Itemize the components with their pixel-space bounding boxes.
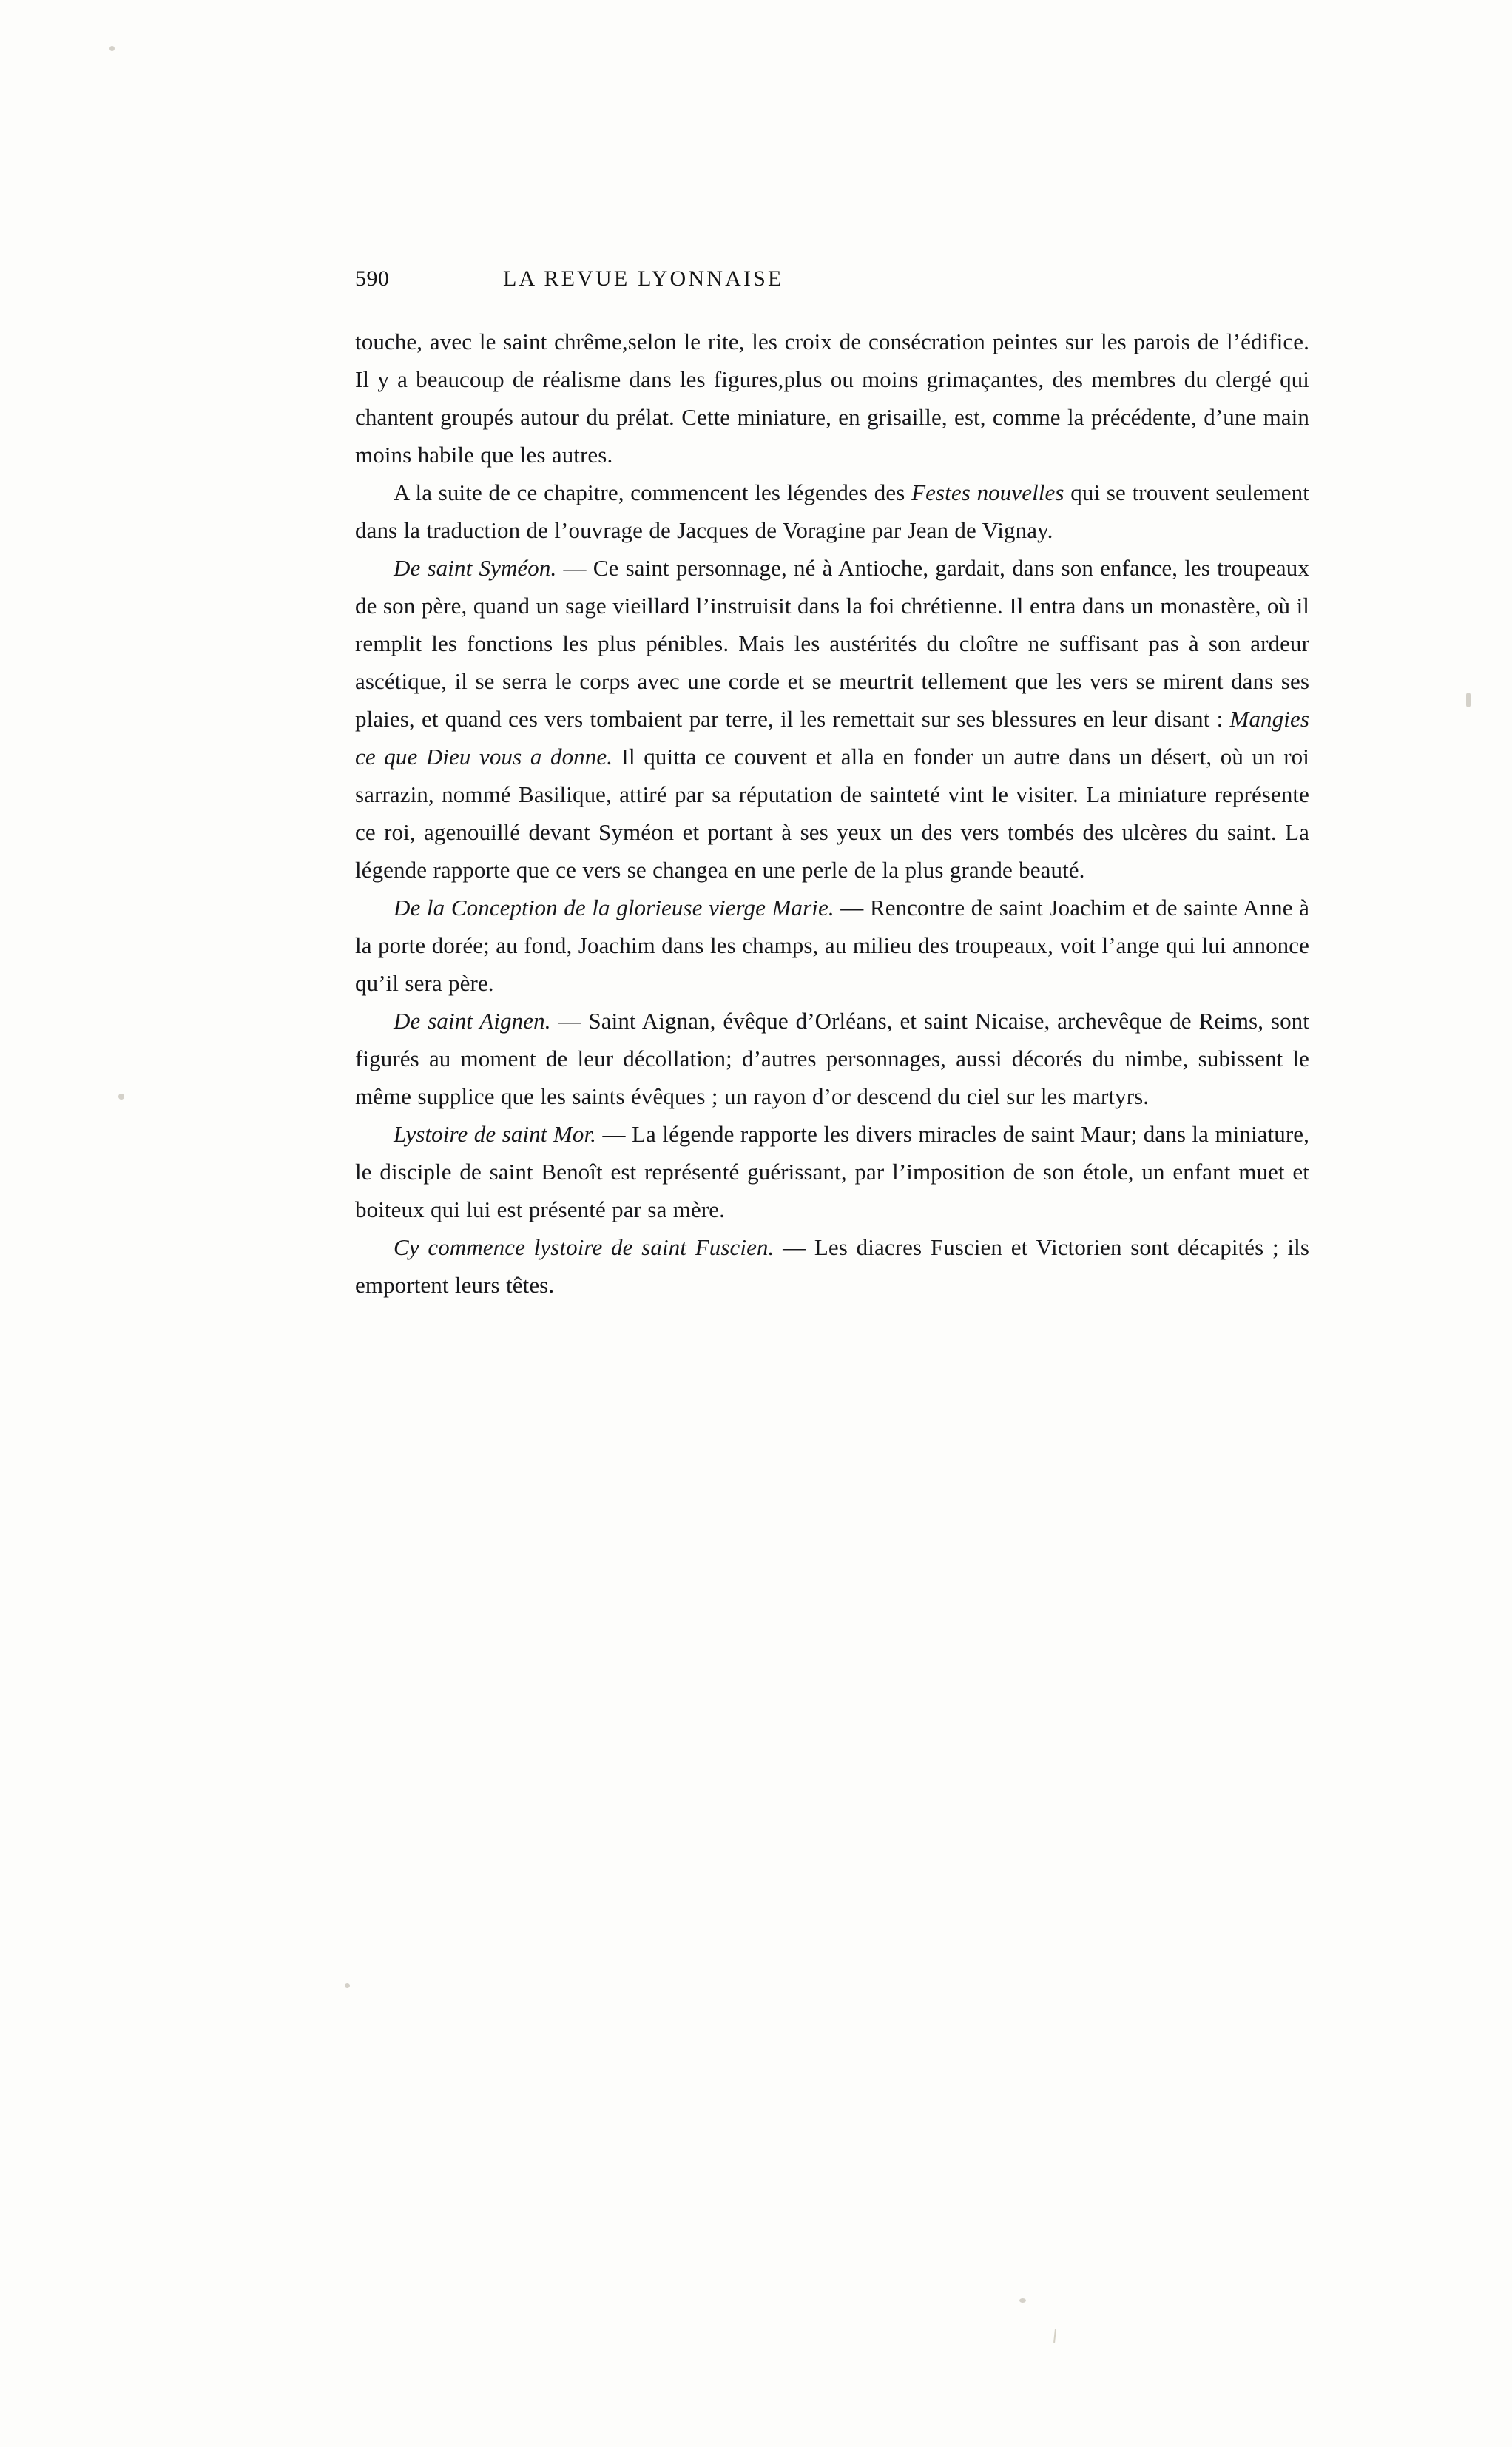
text-run: qui se trouvent seulement dans la traduction de l’ouvrage de Jacques de Voragine par Jean de Vignay. — [355, 479, 1309, 543]
italic-run: Mangies ce que Dieu vous a donne. — [355, 706, 1309, 770]
page-speck — [118, 1094, 124, 1100]
page-speck — [1019, 2298, 1026, 2303]
italic-run: De saint Aignen. — [394, 1008, 551, 1034]
page-speck — [345, 1983, 350, 1988]
text-run: — Saint Aignan, évêque d’Orléans, et saint Nicaise, archevêque de Reims, sont figurés au moment de leur décollation; d’autres personnages, aussi décorés du nimbe, subissent le même supplice que les saints évêques ; un rayon d’or descend du ciel sur les martyrs. — [355, 1008, 1309, 1109]
italic-run: Cy commence lystoire de saint Fuscien. — [394, 1234, 774, 1260]
running-head: LA REVUE LYONNAISE — [503, 266, 784, 291]
paragraph — [355, 1115, 1309, 1228]
paragraph — [355, 323, 1309, 474]
text-run: — Rencontre de saint Joachim et de sainte Anne à la porte dorée; au fond, Joachim dans les champs, au milieu des troupeaux, voit l’ange qui lui annonce qu’il sera père. — [355, 895, 1309, 996]
paragraph — [355, 1002, 1309, 1115]
text-run: A la suite de ce chapitre, commencent les légendes des — [394, 479, 912, 505]
text-run: — Les diacres Fuscien et Victorien sont décapités ; ils emportent leurs têtes. — [355, 1234, 1309, 1298]
text-run: Il quitta ce couvent et alla en fonder un autre dans un désert, où un roi sarrazin, nommé Basilique, attiré par sa réputation de sainteté vint le visiter. La miniature représente ce roi, agenouillé devant Syméon et portant à ses yeux un des vers tombés des ulcères du saint. La légende rapporte que ce vers se changea en une perle de la plus grande beauté. — [355, 744, 1309, 883]
paragraph — [355, 474, 1309, 549]
body-text — [355, 323, 1309, 1304]
paragraph — [355, 1228, 1309, 1304]
page-speck — [109, 46, 115, 51]
paragraph — [355, 549, 1309, 889]
text-run: — Ce saint personnage, né à Antioche, gardait, dans son enfance, les troupeaux de son père, quand un sage vieillard l’instruisit dans la foi chrétienne. Il entra dans un monastère, où il remplit les fonctions les plus pénibles. Mais les austérités du cloître ne suffisant pas à son ardeur ascétique, il se serra le corps avec une corde et se meurtrit tellement que les vers se mirent dans ses plaies, et quand ces vers tombaient par terre, il les remettait sur ses blessures en leur disant : — [355, 555, 1309, 732]
italic-run: Lystoire de saint Mor. — [394, 1121, 597, 1147]
page-header — [355, 266, 1309, 292]
page-speck — [1466, 693, 1471, 707]
text-run: — La légende rapporte les divers miracles de saint Maur; dans la miniature, le disciple de saint Benoît est représenté guérissant, par l’imposition de son étole, un enfant muet et boiteux qui lui est présenté par sa mère. — [355, 1121, 1309, 1222]
folio-number: 590 — [355, 266, 390, 291]
italic-run: Festes nouvelles — [911, 479, 1064, 505]
page-content — [355, 266, 1309, 1304]
page-tick — [1053, 2329, 1056, 2343]
paragraph — [355, 889, 1309, 1002]
italic-run: De saint Syméon. — [394, 555, 557, 581]
text-run: touche, avec le saint chrême,selon le rite, les croix de consécration peintes sur les parois de l’édifice. Il y a beaucoup de réalisme dans les figures,plus ou moins grimaçantes, des membres du clergé qui chantent groupés autour du prélat. Cette miniature, en grisaille, est, comme la précédente, d’une main moins habile que les autres. — [355, 329, 1309, 468]
italic-run: De la Conception de la glorieuse vierge Marie. — [394, 895, 834, 920]
